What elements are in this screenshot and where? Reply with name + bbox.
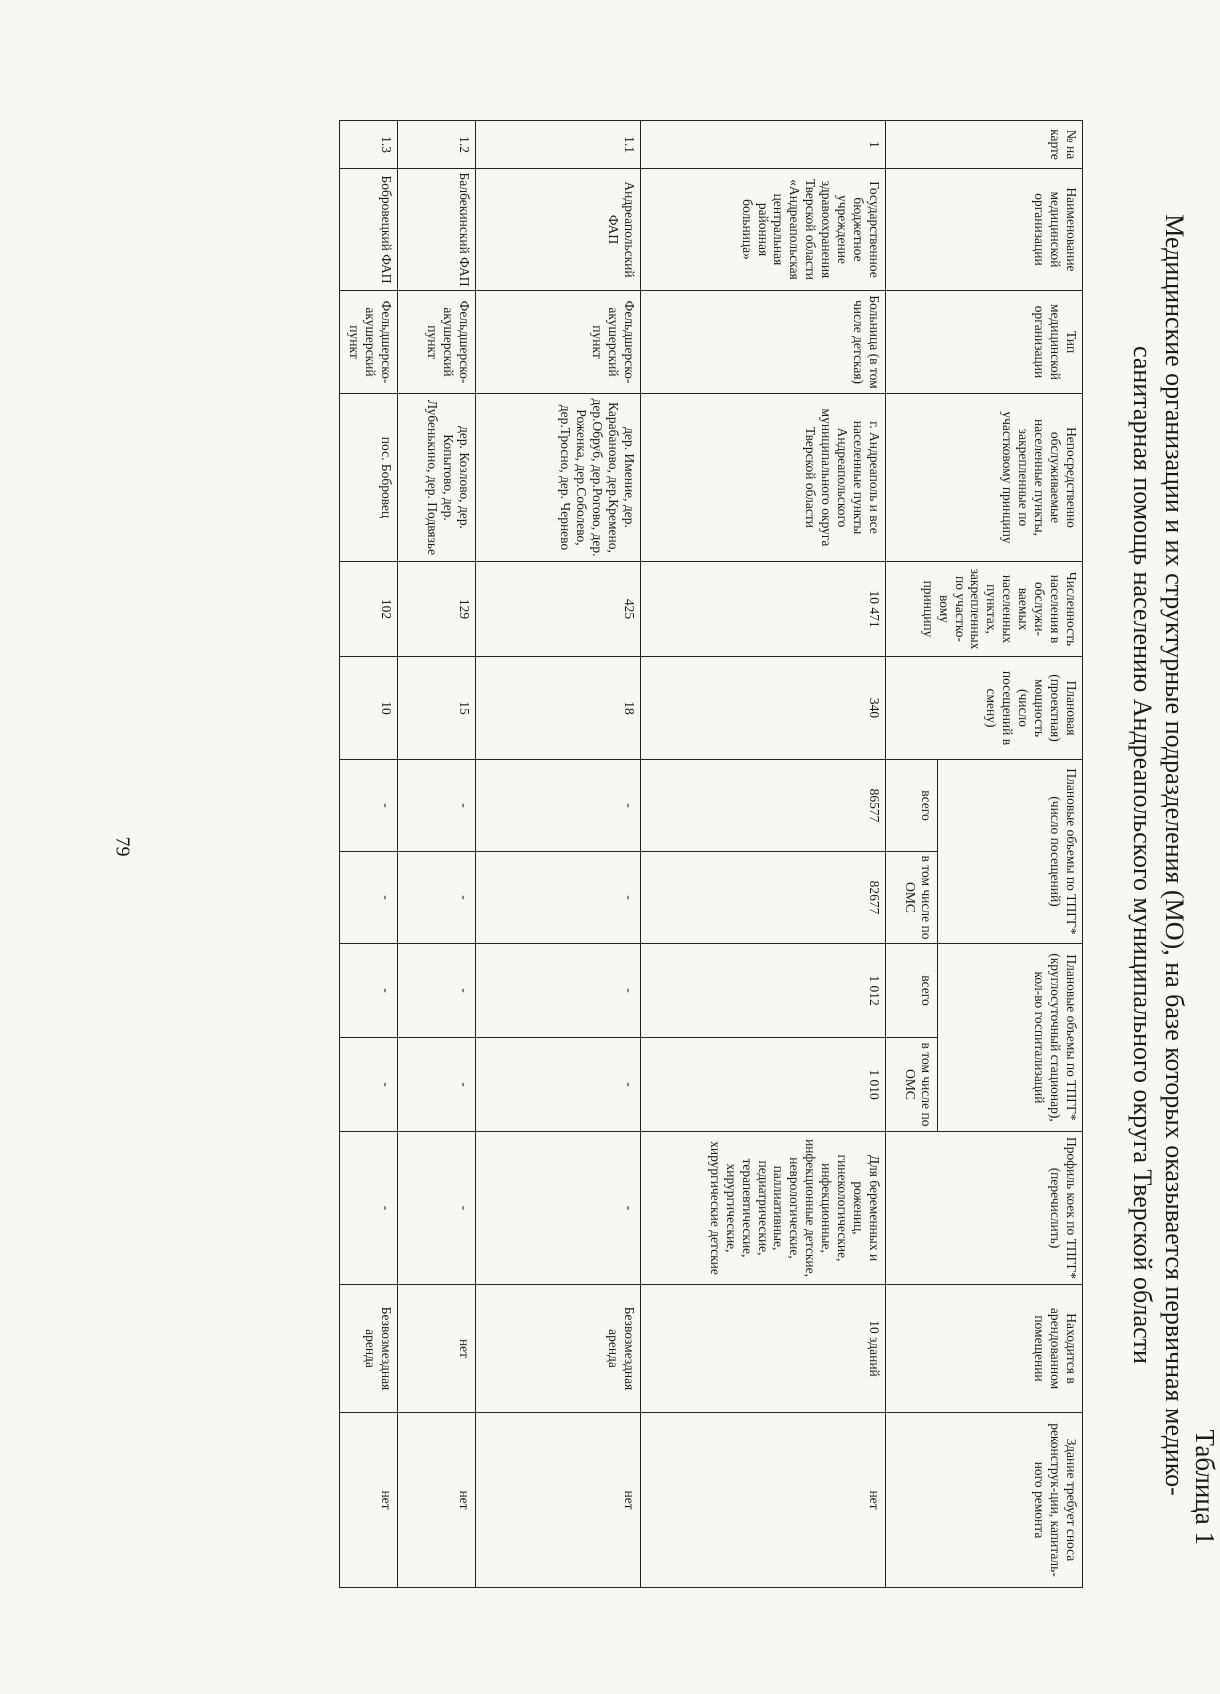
header-rented: Находится в арендованном помещении <box>886 1285 1083 1413</box>
cell-visits-total: - <box>340 760 398 852</box>
page-number: 79 <box>111 836 134 857</box>
cell-bed-profile: Для беременных и рожениц, гинекологические, инфекционные, инфекционные детские, неврологические, паллиативные, педиатрические, терапевтические, хирургические, хирургические детские <box>641 1132 886 1285</box>
header-capacity: Плановая (проектная) мощность (число посещений в смену) <box>886 657 1083 760</box>
cell-visits-total: - <box>398 760 476 852</box>
cell-rented: нет <box>398 1285 476 1413</box>
header-bed-profile: Профиль коек по ТПГГ* (перечислить) <box>886 1132 1083 1285</box>
table-row <box>476 121 641 1588</box>
cell-capacity: 340 <box>641 657 886 760</box>
cell-hosp-oms: - <box>398 1038 476 1132</box>
cell-type: Фельдшерско-акушерский пункт <box>398 291 476 394</box>
cell-rented: Безвозмездная аренда <box>476 1285 641 1413</box>
cell-num: 1 <box>641 121 886 169</box>
cell-num: 1.1 <box>476 121 641 169</box>
cell-name: Государственное бюджетное учреждение здравоохранения Тверской области «Андреапольская центральная районная больница» <box>641 169 886 291</box>
cell-hosp-total: - <box>476 944 641 1038</box>
header-visits: Плановые объемы по ТПГГ* (число посещений) <box>938 760 1083 944</box>
table-row <box>340 121 398 1588</box>
cell-visits-total: - <box>476 760 641 852</box>
cell-demolition: нет <box>398 1413 476 1588</box>
header-demolition: Здание требует сноса реконструк-ции, капиталь-ного ремонта <box>886 1413 1083 1588</box>
cell-type: Фельдшерско-акушерский пункт <box>340 291 398 394</box>
cell-bed-profile: - <box>476 1132 641 1285</box>
header-hospitalizations: Плановые объемы по ТПГГ* (круглосуточный стационар), кол-во госпитализаций <box>938 944 1083 1132</box>
cell-settlements: дер. Козлово, дер. Копытово, дер. Лубенькино, дер. Подвязье <box>398 394 476 562</box>
header-visits-oms: в том числе по ОМС <box>886 852 938 944</box>
cell-hosp-oms: - <box>340 1038 398 1132</box>
cell-settlements: дер. Имение, дер. Карабаново, дер.Кремено, дер.Обруб, дер.Рогово, дер. Роженка, дер.Соболево, дер.Тросно, дер. Чернево <box>476 394 641 562</box>
header-num: № на карте <box>886 121 1083 169</box>
cell-hosp-total: - <box>398 944 476 1038</box>
table-label: Таблица 1 <box>1190 1429 1220 1545</box>
header-name: Наименование медицинской организации <box>886 169 1083 291</box>
cell-name: Балбекинский ФАП <box>398 169 476 291</box>
cell-hosp-total: - <box>340 944 398 1038</box>
cell-num: 1.3 <box>340 121 398 169</box>
cell-bed-profile: - <box>340 1132 398 1285</box>
cell-visits-total: 86577 <box>641 760 886 852</box>
cell-capacity: 10 <box>340 657 398 760</box>
cell-settlements: г. Андреаполь и все населенные пункты Андреапольского муниципального округа Тверской области <box>641 394 886 562</box>
cell-population: 425 <box>476 562 641 657</box>
cell-visits-oms: - <box>340 852 398 944</box>
cell-num: 1.2 <box>398 121 476 169</box>
cell-name: Андреапольский ФАП <box>476 169 641 291</box>
cell-visits-oms: - <box>476 852 641 944</box>
cell-rented: 10 зданий <box>641 1285 886 1413</box>
cell-name: Бобровецкий ФАП <box>340 169 398 291</box>
cell-visits-oms: - <box>398 852 476 944</box>
cell-demolition: нет <box>476 1413 641 1588</box>
cell-type: Больница (в том числе детская) <box>641 291 886 394</box>
cell-demolition: нет <box>340 1413 398 1588</box>
cell-hosp-oms: - <box>476 1038 641 1132</box>
header-population: Численность населения в обслужи-ваемых населенных пунктах, закрепленных по участко-вому принципу <box>886 562 1083 657</box>
title-line-2: санитарная помощь населению Андреапольского муниципального округа Тверской области <box>1128 346 1158 1364</box>
rotated-page-content <box>220 45 1220 1665</box>
cell-capacity: 15 <box>398 657 476 760</box>
cell-population: 10 471 <box>641 562 886 657</box>
cell-population: 129 <box>398 562 476 657</box>
cell-settlements: пос. Бобровец <box>340 394 398 562</box>
table-row <box>641 121 886 1588</box>
cell-hosp-total: 1 012 <box>641 944 886 1038</box>
header-type: Тип медицинской организации <box>886 291 1083 394</box>
cell-type: Фельдшерско-акушерский пункт <box>476 291 641 394</box>
title-line-1: Медицинские организации и их структурные подразделения (МО), на базе которых оказывается первичная медико- <box>1160 214 1189 1496</box>
cell-visits-oms: 82677 <box>641 852 886 944</box>
cell-population: 102 <box>340 562 398 657</box>
cell-capacity: 18 <box>476 657 641 760</box>
header-visits-total: всего <box>886 760 938 852</box>
header-settlements: Непосредственно обслуживаемые населенные пункты, закрепленные по участковому принципу <box>886 394 1083 562</box>
header-row <box>938 121 1083 1588</box>
cell-bed-profile: - <box>398 1132 476 1285</box>
cell-demolition: нет <box>641 1413 886 1588</box>
document-title <box>1127 45 1190 1665</box>
header-hosp-total: всего <box>886 944 938 1038</box>
cell-hosp-oms: 1 010 <box>641 1038 886 1132</box>
cell-rented: Безвозмездная аренда <box>340 1285 398 1413</box>
medical-organizations-table <box>339 120 1083 1588</box>
header-hosp-oms: в том числе по ОМС <box>886 1038 938 1132</box>
table-row <box>398 121 476 1588</box>
